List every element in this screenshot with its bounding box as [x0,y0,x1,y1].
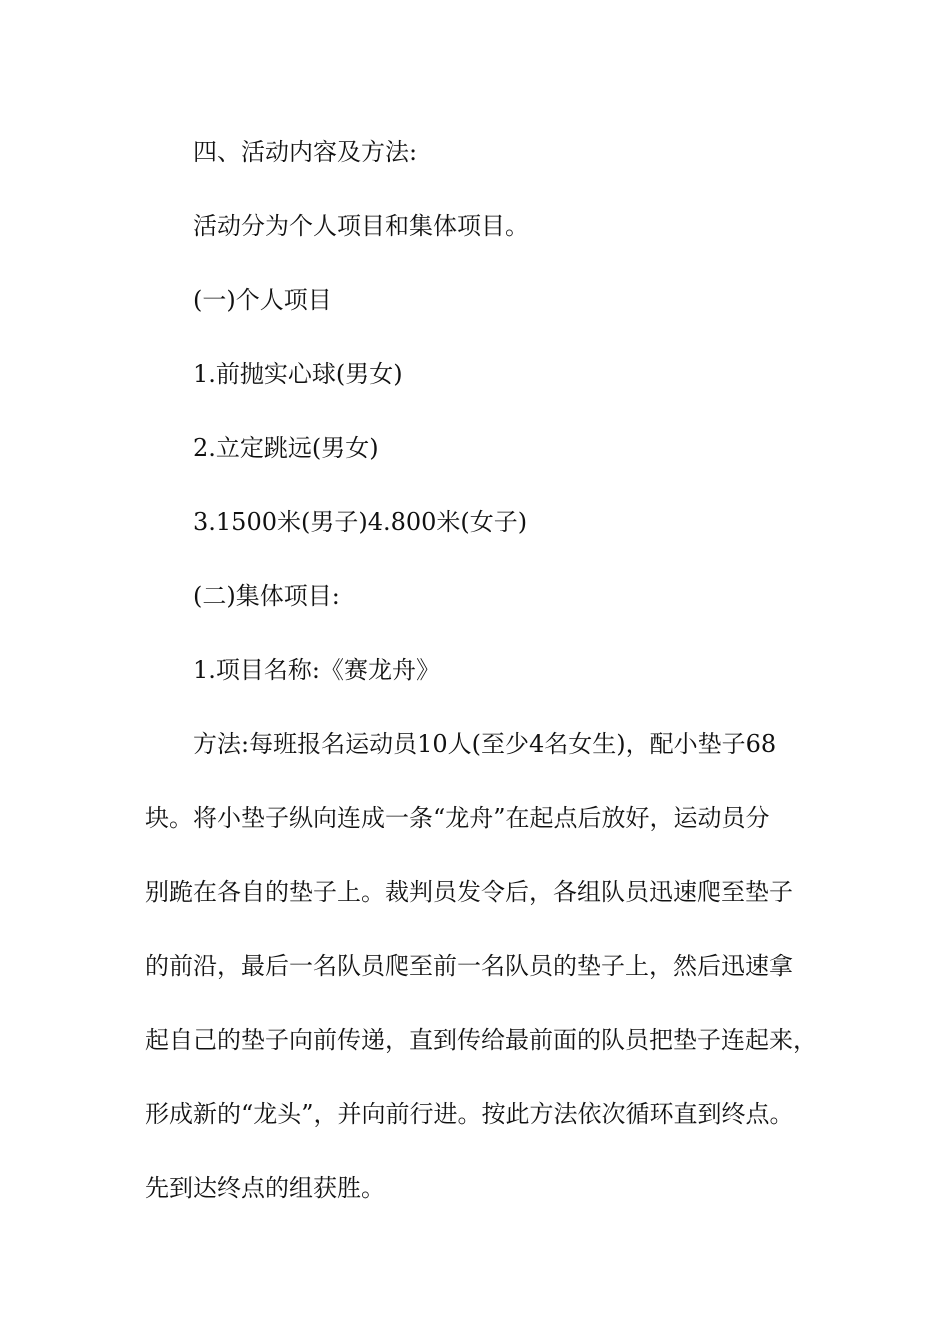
section-heading: 四、活动内容及方法: [193,138,418,166]
list-item: 2.立定跳远(男女) [193,434,379,462]
paragraph: 活动分为个人项目和集体项目。 [193,212,529,240]
list-item: 3.1500米(男子)4.800米(女子) [193,508,528,536]
paragraph-line: 方法:每班报名运动员10人(至少4名女生)，配小垫子68 [193,730,777,758]
document-body [145,128,835,1238]
subsection-heading: (一)个人项目 [193,286,332,314]
paragraph-line: 先到达终点的组获胜。 [145,1174,385,1202]
list-item: 1.项目名称:《赛龙舟》 [193,656,440,684]
paragraph-line: 别跪在各自的垫子上。裁判员发令后，各组队员迅速爬至垫子 [145,878,793,906]
subsection-heading: (二)集体项目: [193,582,340,610]
paragraph-line: 形成新的“龙头”，并向前行进。按此方法依次循环直到终点。 [145,1100,794,1128]
paragraph-line: 起自己的垫子向前传递，直到传给最前面的队员把垫子连起来， [145,1026,817,1054]
paragraph-line: 块。将小垫子纵向连成一条“龙舟”在起点后放好，运动员分 [145,804,770,832]
list-item: 1.前抛实心球(男女) [193,360,403,388]
paragraph-line: 的前沿，最后一名队员爬至前一名队员的垫子上，然后迅速拿 [145,952,793,980]
